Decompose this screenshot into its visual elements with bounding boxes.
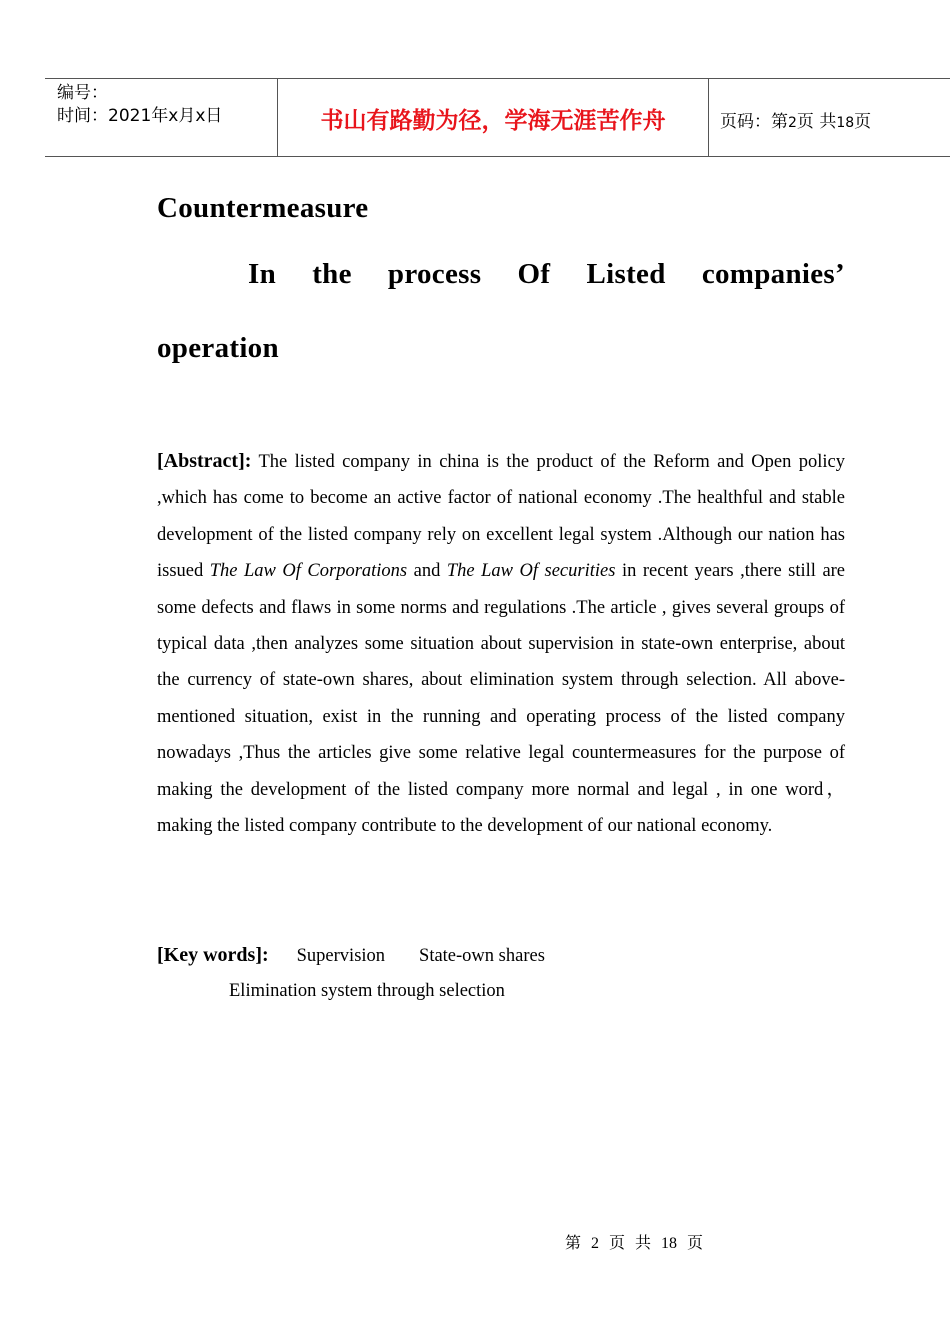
title-word: In (248, 258, 277, 290)
abstract-text-cont: in recent years ,there still are some defects and flaws in some norms and regulations .The article , gives several groups of typical data ,then analyzes some situation about supervision in state-own enterprise, about the currency of state-own shares, about elimination system through selection. All above-mentioned situation, exist in the running and operating process of the listed company nowadays ,Thus the articles give some relative legal countermeasures for the purpose of making the development of the listed company more normal and legal , in one word， making the listed company contribute to the development of our national economy. (157, 561, 846, 837)
abstract-and: and (407, 561, 447, 582)
keyword: Elimination system through selection (229, 981, 505, 1001)
serial-label: 编号： (57, 83, 108, 103)
abstract-paragraph (157, 443, 845, 844)
page-total: 18 (836, 115, 855, 131)
time-label: 时间：2021年x月x日 (57, 106, 223, 126)
header-info (57, 82, 222, 128)
title-word: Listed (586, 258, 666, 290)
law-securities: The Law Of securities (446, 561, 616, 582)
title-line-1: Countermeasure (157, 192, 369, 224)
abstract-text: The listed company in china is the product of the Reform and Open policy ,which has come to become an active factor of national economy .The healthful and stable development of the listed company rely on excellent legal system .Although our nation has issued (157, 452, 845, 582)
page-footer: 第 2 页 共 18 页 (565, 1235, 704, 1252)
keyword: Supervision (296, 946, 386, 966)
title-line-2 (248, 258, 845, 291)
header-top-border (45, 78, 950, 79)
keywords-label: [Key words]: (157, 944, 269, 966)
keyword: State-own shares (419, 946, 545, 966)
abstract-label: [Abstract]: (157, 450, 252, 472)
page-prefix: 页码：第 (720, 112, 788, 132)
header-bottom-border (45, 156, 950, 157)
page-mid: 页 共 (796, 112, 837, 132)
law-corporations: The Law Of Corporations (209, 561, 408, 582)
header-divider (708, 78, 709, 157)
title-word: process (387, 258, 482, 290)
header-page-info (720, 107, 871, 132)
title-word: companies’ (701, 258, 845, 290)
keywords (157, 938, 545, 1009)
page-number: 2 (788, 115, 797, 131)
header-motto: 书山有路勤为径，学海无涯苦作舟 (320, 108, 666, 134)
title-line-3: operation (157, 332, 279, 364)
page-suffix: 页 (854, 112, 872, 132)
title-word: Of (517, 258, 551, 290)
title-word: the (312, 258, 352, 290)
